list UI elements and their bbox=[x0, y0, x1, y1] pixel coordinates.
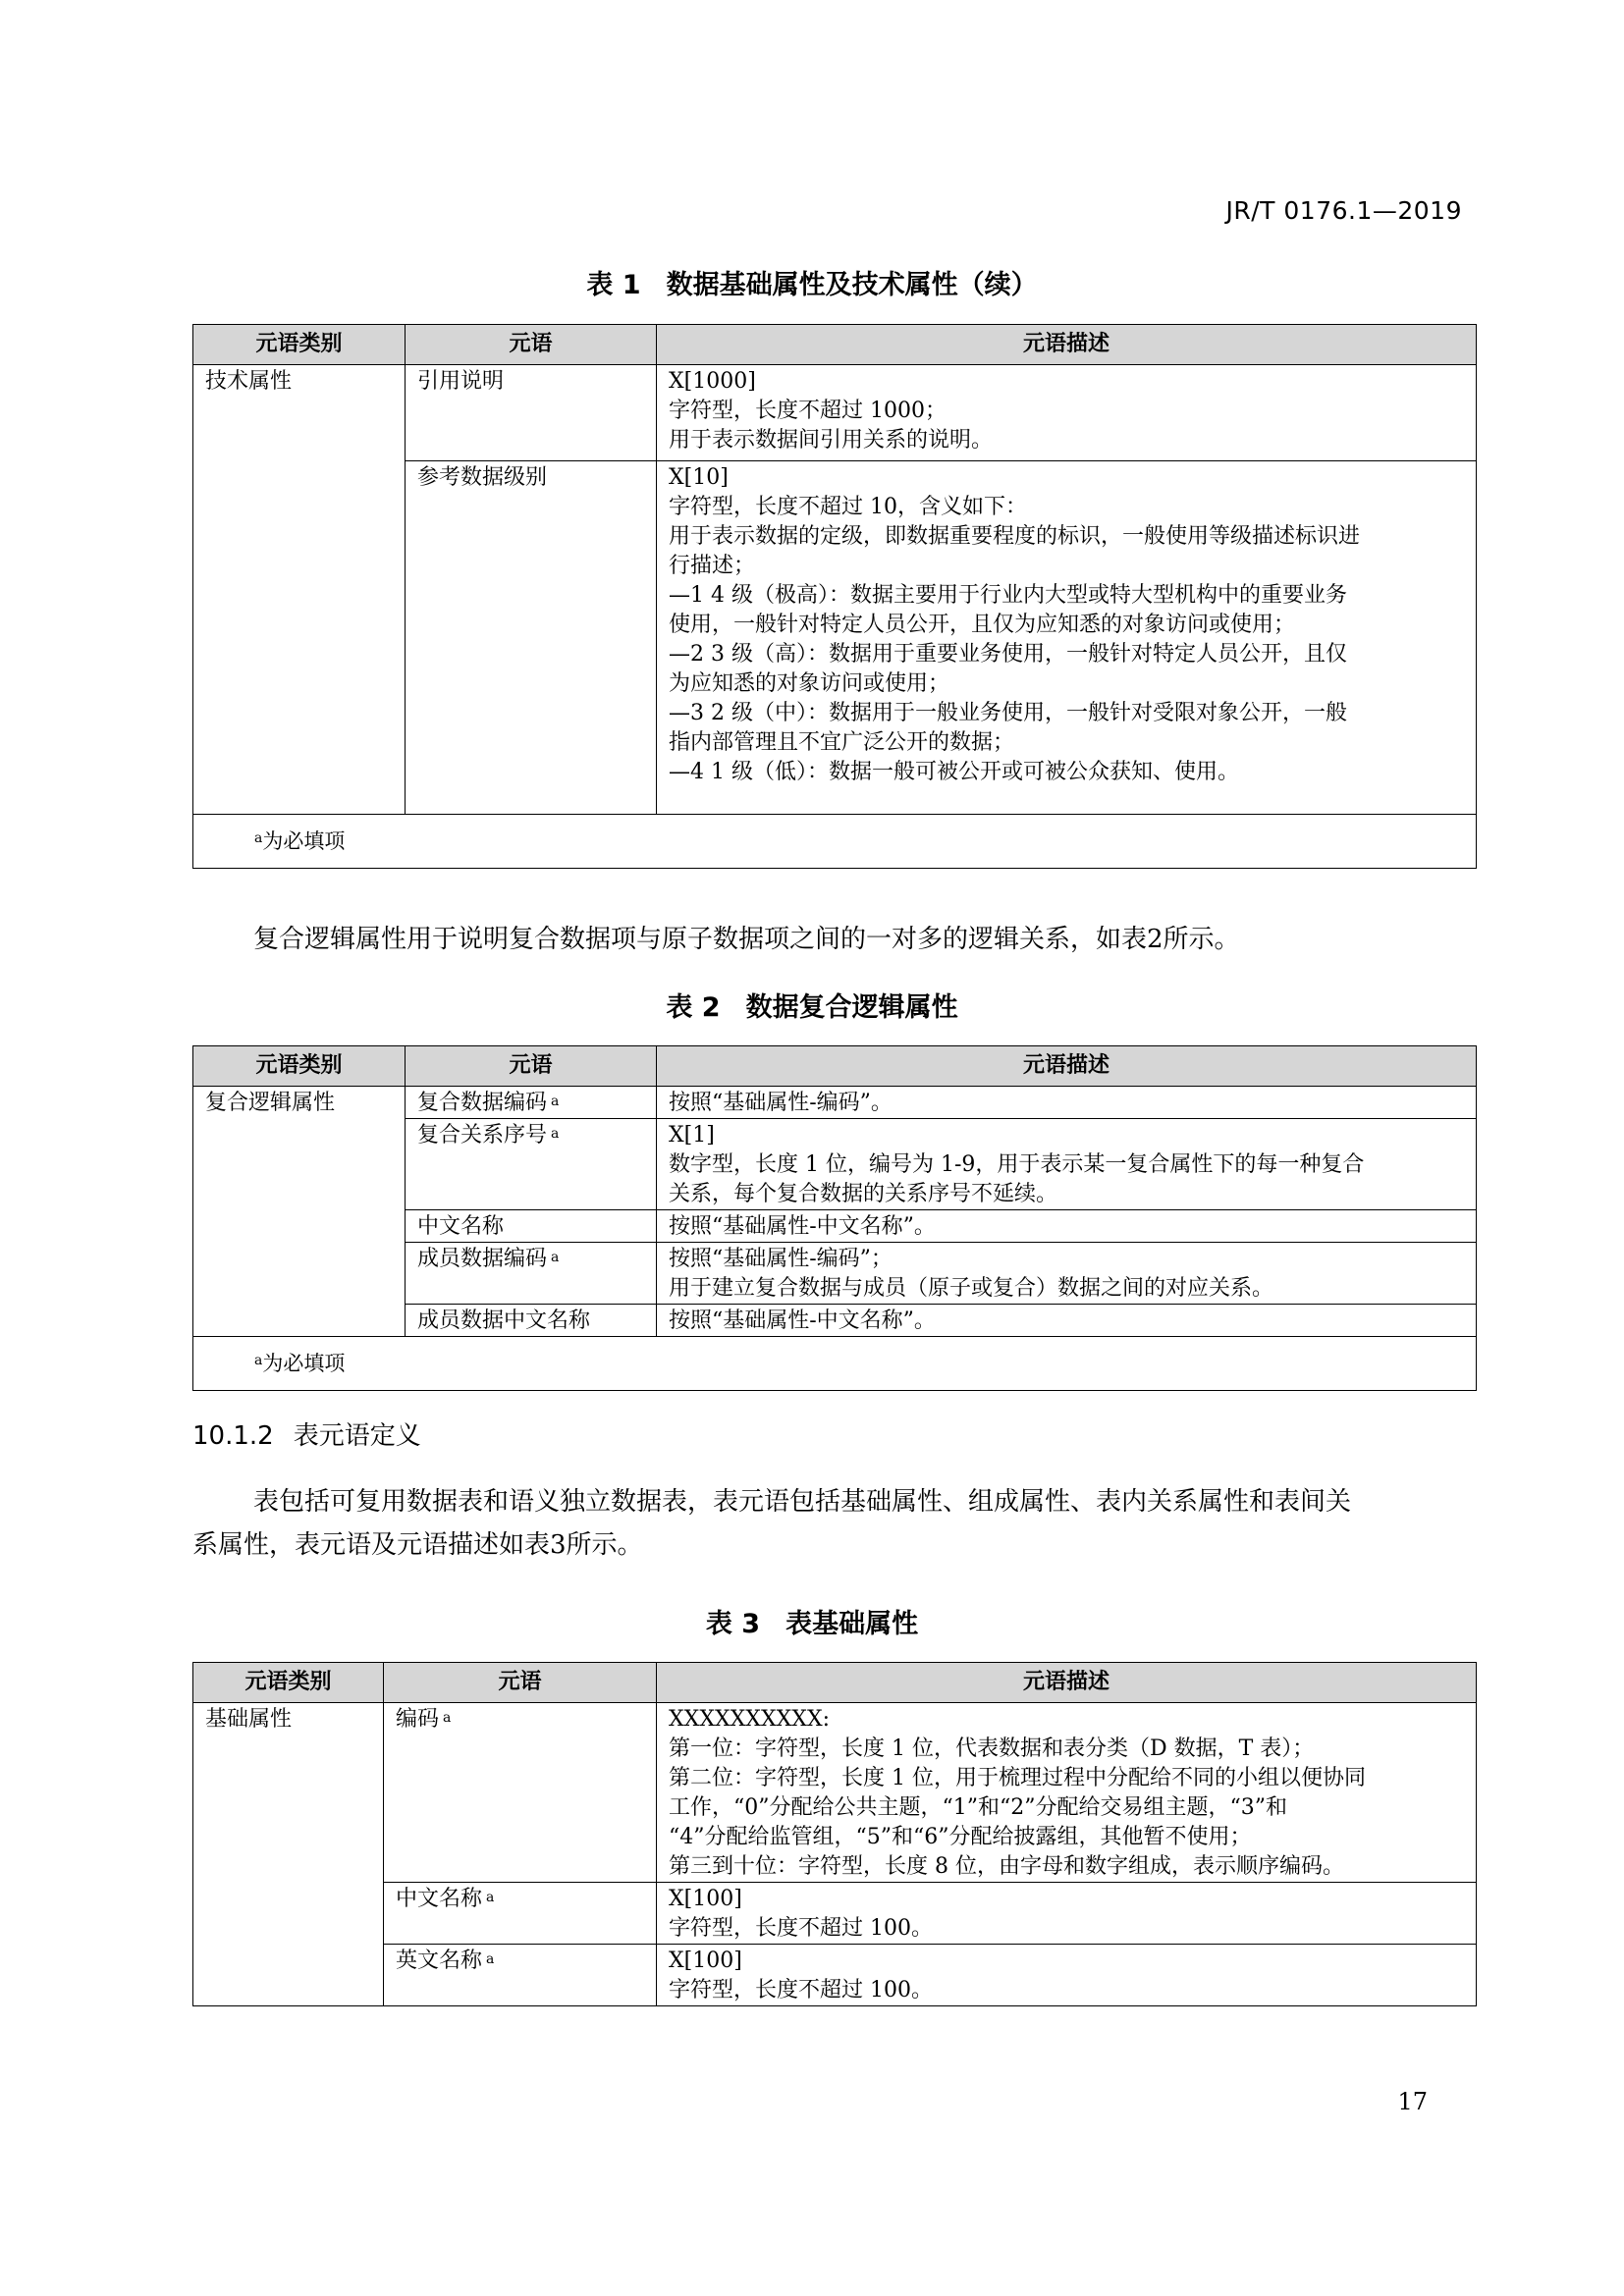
table3-description-cell bbox=[657, 1703, 1477, 1883]
paragraph-table-elements-line1: 表包括可复用数据表和语义独立数据表，表元语包括基础属性、组成属性、表内关系属性和表间关 bbox=[253, 1487, 1352, 1517]
table-row bbox=[193, 1945, 1477, 2006]
desc-line: 工作，“0”分配给公共主题，“1”和“2”分配给交易组主题，“3”和 bbox=[669, 1795, 1287, 1820]
table3 bbox=[192, 1662, 1477, 2006]
desc-line: 行描述； bbox=[669, 554, 756, 578]
desc-line: 按照“基础属性-中文名称”。 bbox=[669, 1308, 936, 1333]
table1-element-cell: 参考数据级别 bbox=[406, 461, 657, 815]
element-name: 成员数据编码 bbox=[417, 1247, 548, 1271]
desc-line: 关系，每个复合数据的关系序号不延续。 bbox=[669, 1182, 1058, 1206]
table3-description-cell bbox=[657, 1945, 1477, 2006]
table2-element-cell bbox=[406, 1119, 657, 1210]
table1-header-row bbox=[193, 325, 1477, 365]
desc-line: X[1000] bbox=[669, 369, 756, 394]
desc-line: X[10] bbox=[669, 465, 729, 490]
table1-title: 数据基础属性及技术属性（续） bbox=[666, 270, 1038, 300]
table2-element-cell bbox=[406, 1210, 657, 1243]
section-number: 10.1.2 bbox=[192, 1421, 274, 1451]
table2-description-cell bbox=[657, 1305, 1477, 1337]
desc-line: 数字型，长度 1 位，编号为 1-9，用于表示某一复合属性下的每一种复合 bbox=[669, 1152, 1365, 1177]
table1-element-cell: 引用说明 bbox=[406, 365, 657, 461]
table-row bbox=[193, 1703, 1477, 1883]
table3-title: 表基础属性 bbox=[785, 1609, 919, 1639]
desc-line: X[100] bbox=[669, 1949, 742, 1973]
desc-line: XXXXXXXXXX: bbox=[669, 1707, 831, 1732]
table3-description-cell bbox=[657, 1883, 1477, 1945]
table2-col-element: 元语 bbox=[406, 1046, 657, 1087]
desc-line: 按照“基础属性-编码”； bbox=[669, 1247, 893, 1271]
required-superscript: a bbox=[551, 1094, 560, 1109]
required-superscript: a bbox=[443, 1710, 452, 1726]
table2-caption bbox=[0, 986, 1624, 1024]
desc-line: X[1] bbox=[669, 1123, 715, 1148]
element-name: 英文名称 bbox=[396, 1949, 483, 1973]
table1-caption bbox=[0, 263, 1624, 301]
desc-line: 按照“基础属性-编码”。 bbox=[669, 1091, 893, 1115]
table1 bbox=[192, 324, 1477, 869]
table3-col-category: 元语类别 bbox=[193, 1663, 384, 1703]
desc-line: 字符型，长度不超过 1000； bbox=[669, 399, 947, 423]
table3-col-element: 元语 bbox=[384, 1663, 657, 1703]
table3-element-cell bbox=[384, 1703, 657, 1883]
desc-line: 字符型，长度不超过 100。 bbox=[669, 1978, 933, 2002]
note-text: 为必填项 bbox=[262, 1352, 346, 1375]
required-superscript: a bbox=[486, 1951, 495, 1967]
page-number: 17 bbox=[1397, 2088, 1428, 2115]
table1-description-cell bbox=[657, 461, 1477, 815]
table3-col-description: 元语描述 bbox=[657, 1663, 1477, 1703]
desc-line: 字符型，长度不超过 100。 bbox=[669, 1916, 933, 1941]
table1-number: 表 1 bbox=[586, 270, 641, 300]
table2-element-cell bbox=[406, 1305, 657, 1337]
table1-description-cell bbox=[657, 365, 1477, 461]
table2-description-cell bbox=[657, 1210, 1477, 1243]
paragraph-composite-logic: 复合逻辑属性用于说明复合数据项与原子数据项之间的一对多的逻辑关系，如表2所示。 bbox=[253, 925, 1240, 954]
document-code-header: JR/T 0176.1—2019 bbox=[1225, 196, 1462, 225]
table3-caption bbox=[0, 1602, 1624, 1640]
desc-line: 字符型，长度不超过 10，含义如下： bbox=[669, 495, 1027, 519]
table3-element-cell bbox=[384, 1883, 657, 1945]
desc-line: —4 1 级（低）：数据一般可被公开或可被公众获知、使用。 bbox=[669, 760, 1239, 784]
paragraph-table-elements-line2: 系属性，表元语及元语描述如表3所示。 bbox=[192, 1530, 643, 1560]
table3-number: 表 3 bbox=[705, 1609, 761, 1639]
table2-number: 表 2 bbox=[666, 992, 721, 1023]
table2-category-cell: 复合逻辑属性 bbox=[193, 1087, 406, 1337]
desc-line: 用于表示数据的定级，即数据重要程度的标识，一般使用等级描述标识进 bbox=[669, 524, 1361, 549]
table2-description-cell bbox=[657, 1119, 1477, 1210]
desc-line: 第一位：字符型，长度 1 位，代表数据和表分类（D 数据，T 表）； bbox=[669, 1736, 1315, 1761]
table1-note bbox=[193, 815, 1477, 869]
table2-title: 数据复合逻辑属性 bbox=[745, 992, 958, 1023]
desc-line: 第三到十位：字符型，长度 8 位，由字母和数字组成，表示顺序编码。 bbox=[669, 1854, 1344, 1879]
table1-col-description: 元语描述 bbox=[657, 325, 1477, 365]
section-heading bbox=[192, 1415, 421, 1452]
table1-col-category: 元语类别 bbox=[193, 325, 406, 365]
table3-category-cell: 基础属性 bbox=[193, 1703, 384, 2006]
element-name: 中文名称 bbox=[417, 1214, 505, 1239]
table2-note-row bbox=[193, 1337, 1477, 1391]
section-title: 表元语定义 bbox=[293, 1421, 421, 1451]
table3-header-row bbox=[193, 1663, 1477, 1703]
desc-line: 使用，一般针对特定人员公开，且仅为应知悉的对象访问或使用； bbox=[669, 613, 1296, 637]
table2-note bbox=[193, 1337, 1477, 1391]
desc-line: 按照“基础属性-中文名称”。 bbox=[669, 1214, 936, 1239]
table2-element-cell bbox=[406, 1243, 657, 1305]
table3-element-cell bbox=[384, 1945, 657, 2006]
desc-line: —3 2 级（中）：数据用于一般业务使用，一般针对受限对象公开，一般 bbox=[669, 701, 1347, 725]
required-superscript: a bbox=[551, 1126, 560, 1142]
table2 bbox=[192, 1045, 1477, 1391]
element-name: 中文名称 bbox=[396, 1887, 483, 1911]
table-row bbox=[193, 365, 1477, 461]
table-row bbox=[193, 1087, 1477, 1119]
desc-line: 指内部管理且不宜广泛公开的数据； bbox=[669, 730, 1015, 755]
note-text: 为必填项 bbox=[262, 829, 346, 853]
element-name: 复合关系序号 bbox=[417, 1123, 548, 1148]
table2-element-cell bbox=[406, 1087, 657, 1119]
desc-line: 用于建立复合数据与成员（原子或复合）数据之间的对应关系。 bbox=[669, 1276, 1274, 1301]
table2-header-row bbox=[193, 1046, 1477, 1087]
table2-col-category: 元语类别 bbox=[193, 1046, 406, 1087]
desc-line: 为应知悉的对象访问或使用； bbox=[669, 671, 950, 696]
required-superscript: a bbox=[551, 1250, 560, 1265]
desc-line: “4”分配给监管组，“5”和“6”分配给披露组，其他暂不使用； bbox=[669, 1825, 1252, 1849]
table1-col-element: 元语 bbox=[406, 325, 657, 365]
desc-line: X[100] bbox=[669, 1887, 742, 1911]
desc-line: 第二位：字符型，长度 1 位，用于梳理过程中分配给不同的小组以便协同 bbox=[669, 1766, 1366, 1790]
table1-category-cell: 技术属性 bbox=[193, 365, 406, 815]
element-name: 成员数据中文名称 bbox=[417, 1308, 591, 1333]
table1-note-row bbox=[193, 815, 1477, 869]
table2-description-cell bbox=[657, 1243, 1477, 1305]
element-name: 编码 bbox=[396, 1707, 440, 1732]
note-superscript: a bbox=[254, 830, 263, 846]
desc-line: 用于表示数据间引用关系的说明。 bbox=[669, 428, 994, 453]
table2-col-description: 元语描述 bbox=[657, 1046, 1477, 1087]
required-superscript: a bbox=[486, 1890, 495, 1905]
desc-line: —2 3 级（高）：数据用于重要业务使用，一般针对特定人员公开，且仅 bbox=[669, 642, 1347, 667]
note-superscript: a bbox=[254, 1353, 263, 1368]
element-name: 复合数据编码 bbox=[417, 1091, 548, 1115]
table-row bbox=[193, 1883, 1477, 1945]
table2-description-cell bbox=[657, 1087, 1477, 1119]
desc-line: —1 4 级（极高）：数据主要用于行业内大型或特大型机构中的重要业务 bbox=[669, 583, 1347, 608]
